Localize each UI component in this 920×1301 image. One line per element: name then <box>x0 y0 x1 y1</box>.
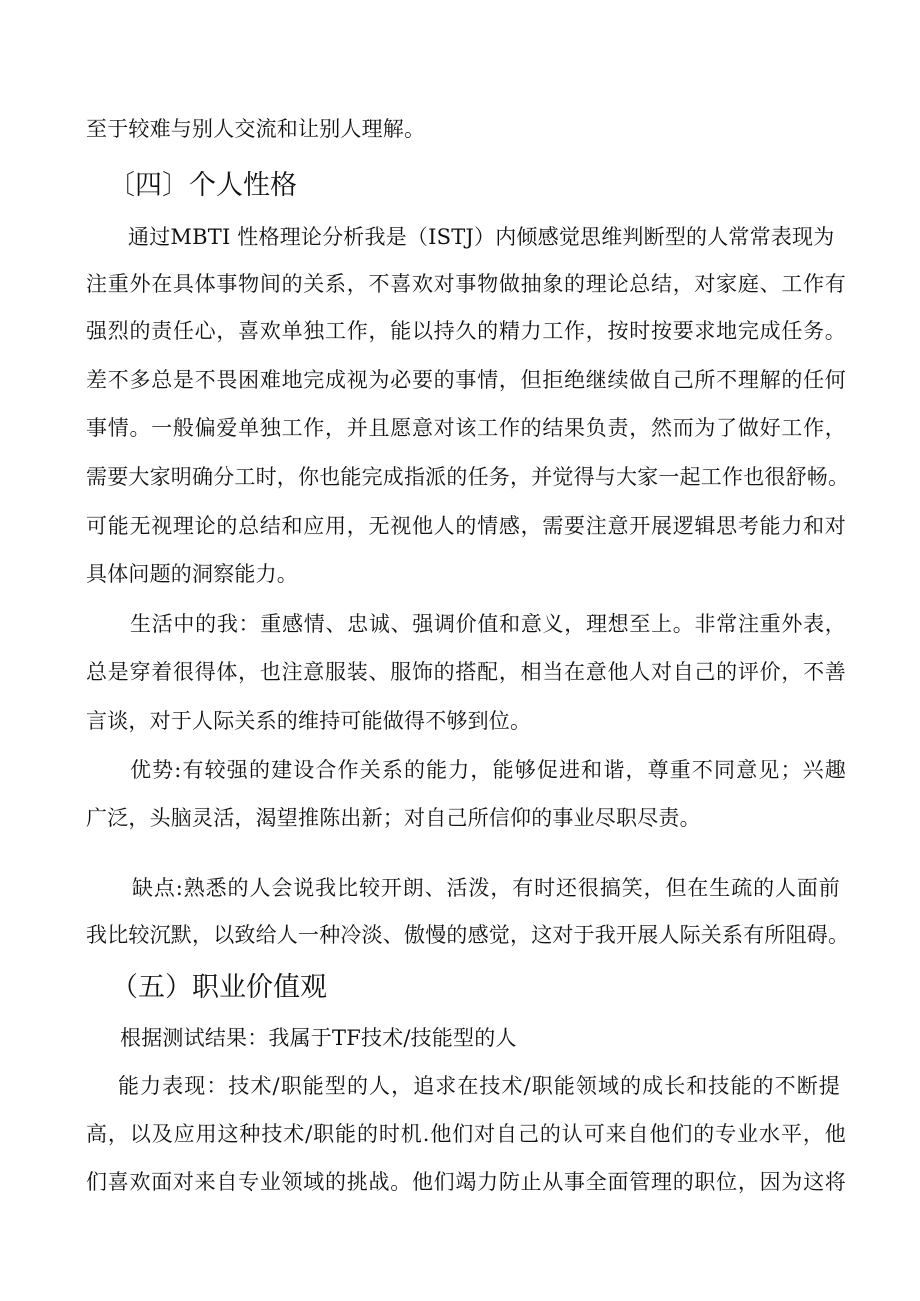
section-4-para2-line-2: 总是穿着很得体，也注意服装、服饰的搭配，相当在意他人对自己的评价，不善 <box>86 660 846 684</box>
section-4-para1-line-5: 事情。一般偏爱单独工作，并且愿意对该工作的结果负责，然而为了做好工作， <box>86 416 846 440</box>
section-4-para1-line-2: 注重外在具体事物间的关系，不喜欢对事物做抽象的理论总结，对家庭、工作有 <box>86 272 846 296</box>
section-4-para2-line-1: 生活中的我：重感情、忠诚、强调价值和意义，理想至上。非常注重外表， <box>130 612 846 636</box>
section-5-para2-line-1: 能力表现：技术/职能型的人，追求在技术/职能领域的成长和技能的不断提 <box>118 1074 840 1098</box>
section-4-para3-line-1: 优势:有较强的建设合作关系的能力，能够促进和谐，尊重不同意见；兴趣 <box>130 758 846 782</box>
section-4-para3-line-2: 广泛，头脑灵活，渴望推陈出新；对自己所信仰的事业尽职尽责。 <box>86 806 701 830</box>
section-5-para2-line-2: 高，以及应用这种技术/职能的时机.他们对自己的认可来自他们的专业水平，他 <box>86 1122 846 1146</box>
section-4-para1-line-4: 差不多总是不畏困难地完成视为必要的事情，但拒绝继续做自己所不理解的任何 <box>86 368 846 392</box>
section-4-para1-line-7: 可能无视理论的总结和应用，无视他人的情感，需要注意开展逻辑思考能力和对 <box>86 514 846 538</box>
section-4-heading: 〔四〕个人性格 <box>108 170 297 201</box>
section-4-para1-line-6: 需要大家明确分工时，你也能完成指派的任务，并觉得与大家一起工作也很舒畅。 <box>86 465 850 489</box>
section-4-para4-line-2: 我比较沉默，以致给人一种冷淡、傲慢的感觉，这对于我开展人际关系有所阻碍。 <box>86 923 850 947</box>
section-4-para1-line-8: 具体问题的洞察能力。 <box>86 562 298 586</box>
intro-tail-line: 至于较难与别人交流和让别人理解。 <box>86 117 426 141</box>
section-4-para2-line-3: 言谈，对于人际关系的维持可能做得不够到位。 <box>86 709 532 733</box>
section-4-para1-line-3: 强烈的责任心，喜欢单独工作，能以持久的精力工作，按时按要求地完成任务。 <box>86 319 846 343</box>
section-4-para4-line-1: 缺点:熟悉的人会说我比较开朗、活泼，有时还很搞笑，但在生疏的人面前 <box>132 876 840 900</box>
section-5-para1-line: 根据测试结果：我属于TF技术/技能型的人 <box>120 1026 517 1050</box>
section-5-heading: （五）职业价值观 <box>111 972 327 1003</box>
section-4-para1-line-1: 通过MBTI 性格理论分析我是（ISTJ）内倾感觉思维判断型的人常常表现为 <box>128 225 835 249</box>
section-5-para2-line-3: 们喜欢面对来自专业领域的挑战。他们竭力防止从事全面管理的职位，因为这将 <box>86 1170 846 1194</box>
